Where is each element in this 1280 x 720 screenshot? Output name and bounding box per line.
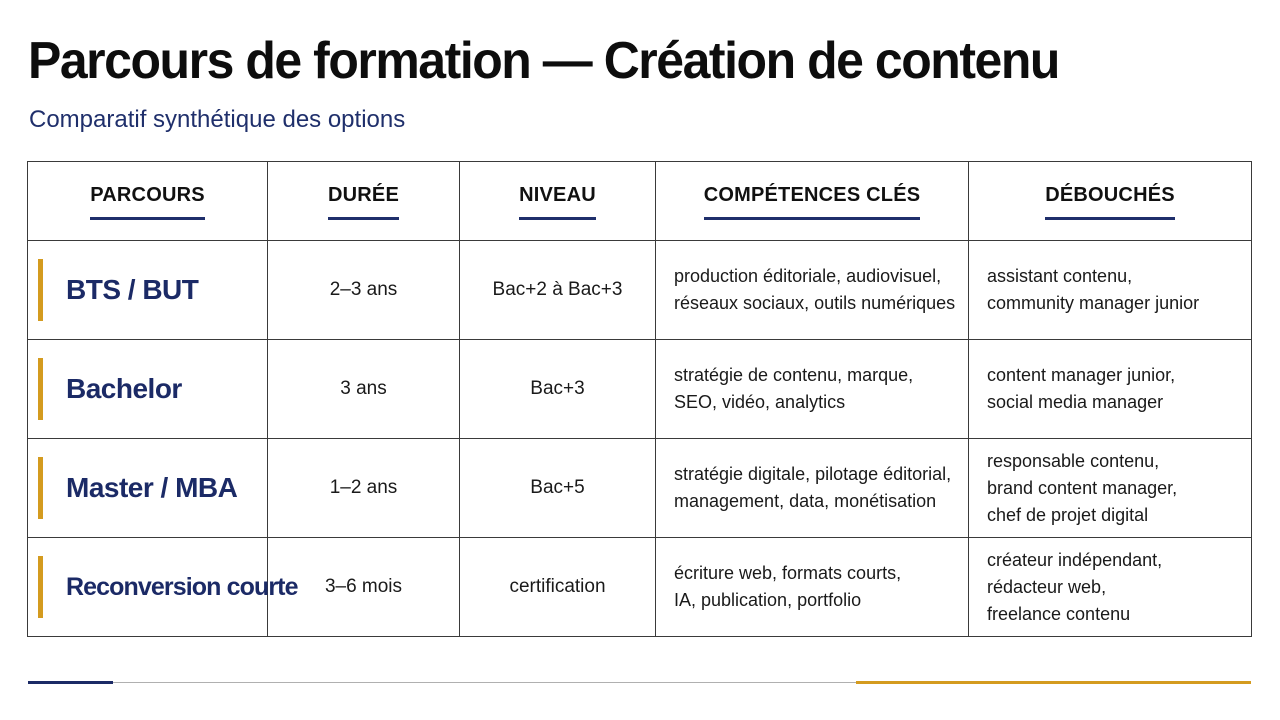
parcours-cell (28, 538, 298, 637)
parcours-name: Bachelor (66, 373, 182, 404)
debouches-cell: content manager junior, social media manager (969, 340, 1252, 439)
niveau-cell: Bac+2 à Bac+3 (460, 241, 656, 340)
parcours-cell (28, 439, 268, 538)
duree-cell: 3–6 mois (268, 538, 460, 637)
parcours-cell (28, 241, 268, 340)
competences-cell: production éditoriale, audiovisuel, réseaux sociaux, outils numériques (656, 241, 969, 340)
table-row (28, 340, 1252, 439)
duree-cell: 1–2 ans (268, 439, 460, 538)
niveau-cell: Bac+5 (460, 439, 656, 538)
header-competences: COMPÉTENCES CLÉS (656, 162, 969, 241)
competences-cell: écriture web, formats courts, IA, publication, portfolio (656, 538, 969, 637)
accent-bar (38, 556, 43, 618)
accent-bar (38, 259, 43, 321)
debouches-cell: assistant contenu, community manager junior (969, 241, 1252, 340)
table-row (28, 241, 1252, 340)
table-row (28, 439, 1252, 538)
duree-cell: 2–3 ans (268, 241, 460, 340)
niveau-cell: certification (460, 538, 656, 637)
header-niveau: NIVEAU (460, 162, 656, 241)
page-title: Parcours de formation — Création de contenu (28, 32, 1059, 90)
footer-accent-navy (28, 681, 113, 684)
debouches-cell: responsable contenu, brand content manager, chef de projet digital (969, 439, 1252, 538)
comparison-table (27, 161, 1252, 637)
parcours-name: BTS / BUT (66, 274, 199, 305)
parcours-cell (28, 340, 268, 439)
parcours-name: Master / MBA (66, 472, 238, 503)
parcours-name: Reconversion courte (66, 572, 298, 601)
page-subtitle: Comparatif synthétique des options (29, 106, 406, 133)
header-duree: DURÉE (268, 162, 460, 241)
footer-accent-gold (856, 681, 1251, 684)
accent-bar (38, 457, 43, 519)
duree-cell: 3 ans (268, 340, 460, 439)
niveau-cell: Bac+3 (460, 340, 656, 439)
competences-cell: stratégie de contenu, marque, SEO, vidéo, analytics (656, 340, 969, 439)
header-debouches: DÉBOUCHÉS (969, 162, 1252, 241)
table-row (28, 538, 1252, 637)
competences-cell: stratégie digitale, pilotage éditorial, management, data, monétisation (656, 439, 969, 538)
header-parcours: PARCOURS (28, 162, 268, 241)
table-header-row (28, 162, 1252, 241)
accent-bar (38, 358, 43, 420)
debouches-cell: créateur indépendant, rédacteur web, freelance contenu (969, 538, 1252, 637)
